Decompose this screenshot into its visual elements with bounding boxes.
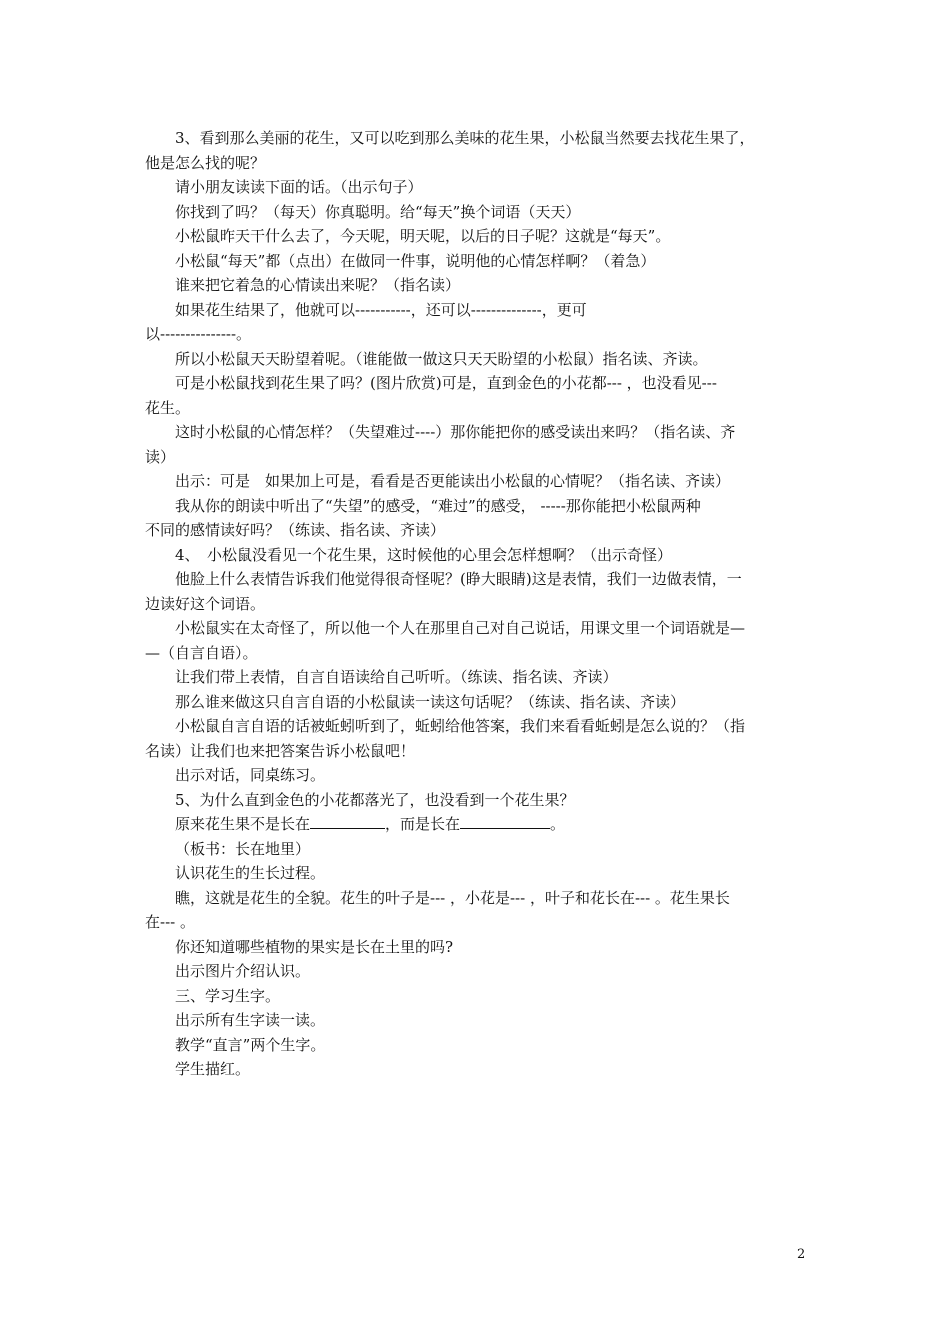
text-line: 花生。 — [145, 398, 191, 417]
text-line: 出示：可是 如果加上可是，看看是否更能读出小松鼠的心情呢？（指名读、齐读） — [175, 472, 731, 490]
text-line: 在--- 。 — [145, 913, 195, 931]
text-line: 学生描红。 — [175, 1060, 251, 1078]
text-line: 5、为什么直到金色的小花都落光了，也没看到一个花生果？ — [175, 790, 575, 809]
page-number: 2 — [797, 1247, 806, 1262]
text-line: 那么谁来做这只自言自语的小松鼠读一读这句话呢？（练读、指名读、齐读） — [175, 692, 686, 711]
text-line: 小松鼠实在太奇怪了，所以他一个人在那里自己对自己说话，用课文里一个词语就是— — [175, 619, 746, 637]
text-line: 可是小松鼠找到花生果了吗？(图片欣赏)可是，直到金色的小花都--- ，也没看见--- — [175, 374, 717, 392]
text-line: 他脸上什么表情告诉我们他觉得很奇怪呢？(睁大眼睛)这是表情，我们一边做表情，一 — [175, 570, 742, 588]
text-line: 这时小松鼠的心情怎样？（失望难过----）那你能把你的感受读出来吗？（指名读、齐 — [175, 423, 736, 441]
text-line: （板书：长在地里） — [175, 839, 311, 858]
text-line: 小松鼠昨天干什么去了，今天呢，明天呢，以后的日子呢？这就是“每天”。 — [175, 227, 671, 245]
text-line: 小松鼠“每天”都（点出）在做同一件事，说明他的心情怎样啊？（着急） — [175, 251, 656, 270]
text-line: 名读）让我们也来把答案告诉小松鼠吧！ — [145, 741, 416, 760]
text-line: 他是怎么找的呢？ — [145, 153, 266, 172]
text-line: 不同的感情读好吗？（练读、指名读、齐读） — [145, 521, 446, 539]
document-body — [145, 126, 810, 1082]
fill-in-sentence — [145, 812, 810, 837]
text-line: 你还知道哪些植物的果实是长在土里的吗? — [175, 937, 454, 956]
text-block — [145, 837, 810, 1082]
text-line: 出示所有生字读一读。 — [175, 1011, 326, 1029]
text-line: 3、看到那么美丽的花生，又可以吃到那么美味的花生果，小松鼠当然要去找花生果了， — [175, 129, 755, 147]
text-line: 边读好这个词语。 — [145, 594, 266, 613]
text-line: 教学“直言”两个生字。 — [175, 1035, 326, 1054]
text-line: —（自言自语）。 — [145, 643, 258, 662]
text-line: 三、学习生字。 — [175, 986, 281, 1005]
fill-text-1: 原来花生果不是长在 — [175, 815, 311, 833]
text-line: 出示图片介绍认识。 — [175, 962, 311, 980]
text-line: 4、 小松鼠没看见一个花生果，这时候他的心里会怎样想啊？（出示奇怪） — [175, 545, 673, 564]
fill-text-2: ，而是长在 — [385, 815, 461, 833]
text-line: 我从你的朗读中听出了“失望”的感受，“难过”的感受， -----那你能把小松鼠两种 — [175, 496, 701, 515]
fill-blank-2 — [460, 814, 550, 829]
text-line: 出示对话，同桌练习。 — [175, 766, 326, 784]
text-line: 让我们带上表情，自言自语读给自己听听。（练读、指名读、齐读） — [175, 668, 618, 686]
fill-blank-1 — [310, 814, 385, 829]
text-line: 小松鼠自言自语的话被蚯蚓听到了，蚯蚓给他答案，我们来看看蚯蚓是怎么说的？（指 — [175, 717, 746, 735]
text-line: 读） — [145, 447, 176, 466]
text-block — [145, 126, 810, 812]
text-line: 谁来把它着急的心情读出来呢？（指名读） — [175, 276, 461, 294]
text-line: 请小朋友读读下面的话。（出示句子） — [175, 178, 423, 196]
text-line: 你找到了吗？（每天）你真聪明。给“每天”换个词语（天天） — [175, 202, 581, 221]
fill-text-3: 。 — [550, 815, 566, 833]
text-line: 以---------------。 — [145, 325, 252, 343]
text-line: 认识花生的生长过程。 — [175, 864, 326, 882]
text-line: 瞧，这就是花生的全貌。花生的叶子是--- ，小花是--- ，叶子和花长在--- 。花生果长 — [175, 888, 730, 907]
text-line: 如果花生结果了，他就可以-----------，还可以--------------，更可 — [175, 300, 587, 319]
text-line: 所以小松鼠天天盼望着呢。（谁能做一做这只天天盼望的小松鼠）指名读、齐读。 — [175, 349, 708, 368]
